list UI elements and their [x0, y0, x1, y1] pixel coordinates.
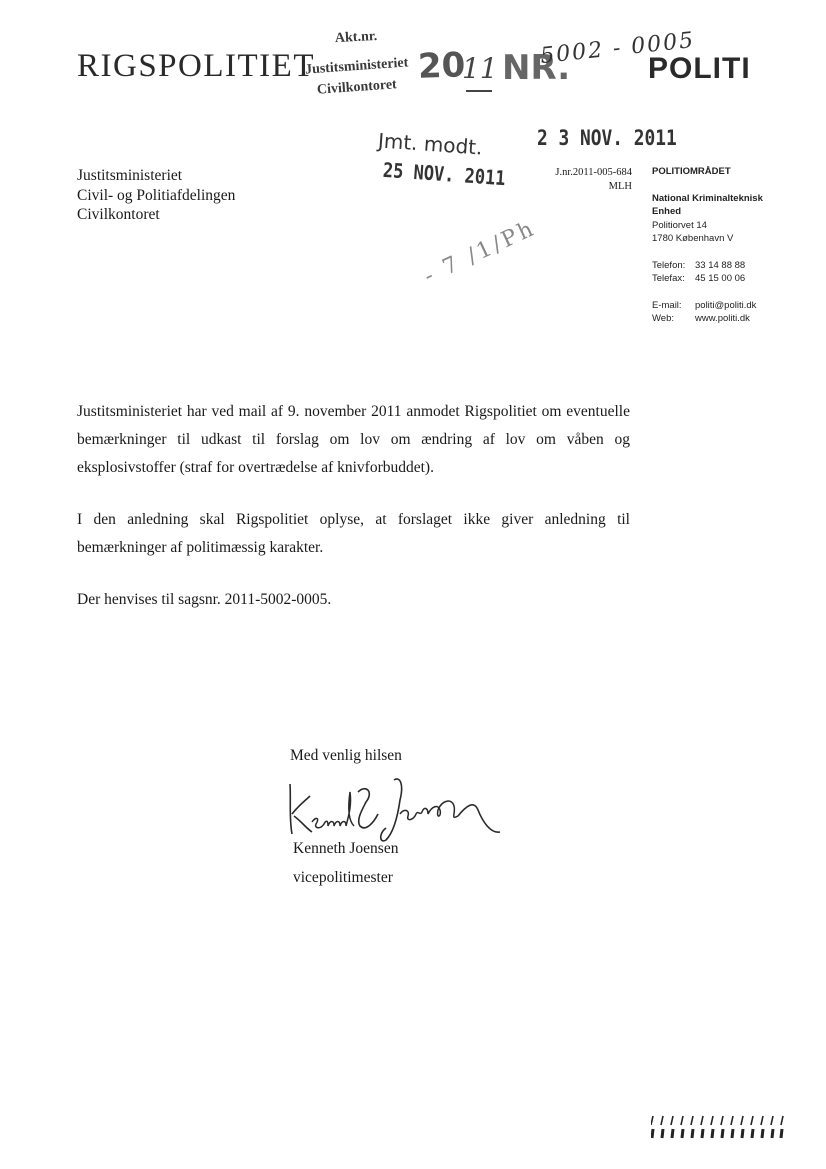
recipient-line: Civilkontoret: [77, 206, 160, 223]
body-paragraph: Justitsministeriet har ved mail af 9. november 2011 anmodet Rigspolitiet om eventuelle bemærkninger til udkast til forslag om lov om ændring af lov om våben og eksplosivstoffer (straf for overtrædelse af knivforbuddet).: [77, 403, 630, 476]
recipient-line: Justitsministeriet: [77, 167, 183, 184]
akt-stamp-nr: NR.: [502, 48, 571, 88]
signer-name: Kenneth Joensen: [293, 840, 399, 857]
recipient-address: [77, 166, 235, 225]
reference-block: [548, 166, 632, 193]
politi-logo: POLITI: [648, 52, 751, 85]
recipient-line: Civil- og Politiafdelingen: [77, 186, 236, 204]
email-label: E-mail:: [652, 299, 682, 311]
address-line: Politiorvet 14: [652, 219, 707, 231]
police-area: POLITIOMRÅDET: [652, 166, 731, 177]
phone-label: Telefon:: [652, 259, 686, 271]
akt-stamp-nr-handwritten: 5002 - 0005: [539, 27, 697, 70]
sender-sidebar: [652, 165, 763, 326]
akt-stamp-label: Akt.nr.: [334, 28, 378, 47]
body-paragraph: Der henvises til sagsnr. 2011-5002-0005.: [77, 591, 332, 608]
received-stamp-date: 25 NOV. 2011: [382, 157, 507, 191]
case-initials: MLH: [608, 180, 632, 192]
akt-stamp-ministry: Justitsministeriet: [304, 55, 409, 78]
body-paragraph: I den anledning skal Rigspolitiet oplyse, at forslaget ikke giver anledning til bemærkninger af politimæssig karakter.: [77, 511, 630, 556]
akt-stamp-year: 20: [417, 45, 467, 87]
phone-row: [652, 259, 763, 273]
unit-name: Enhed: [652, 206, 682, 217]
web-row: [652, 312, 763, 326]
closing-greeting: Med venlig hilsen: [290, 747, 402, 764]
address-line: 1780 København V: [652, 233, 734, 244]
handwritten-scribble: - 7 /1/Ph: [420, 215, 540, 290]
brand-name: RIGSPOLITIET: [77, 48, 315, 84]
barcode-marks: [651, 1114, 784, 1140]
fax-label: Telefax:: [652, 273, 685, 284]
unit-name: National Kriminalteknisk: [652, 192, 763, 204]
akt-stamp-year-handwritten: 11: [462, 52, 498, 85]
email-row: [652, 299, 763, 313]
stamp-underline: [466, 90, 492, 92]
web-value: www.politi.dk: [695, 313, 750, 324]
received-stamp-label: Jmt. modt.: [377, 128, 484, 160]
signer-block: [293, 834, 398, 892]
fax-value: 45 15 00 06: [695, 273, 746, 284]
email-value: politi@politi.dk: [695, 299, 757, 311]
akt-stamp-office: Civilkontoret: [316, 77, 398, 98]
date-stamp: 2 3 NOV. 2011: [537, 126, 677, 150]
signer-title: vicepolitimester: [293, 869, 393, 886]
journal-number: J.nr.2011-005-684: [555, 167, 632, 178]
web-label: Web:: [652, 313, 675, 324]
phone-value: 33 14 88 88: [695, 259, 746, 271]
fax-row: [652, 272, 763, 286]
letter-body: [77, 398, 630, 638]
